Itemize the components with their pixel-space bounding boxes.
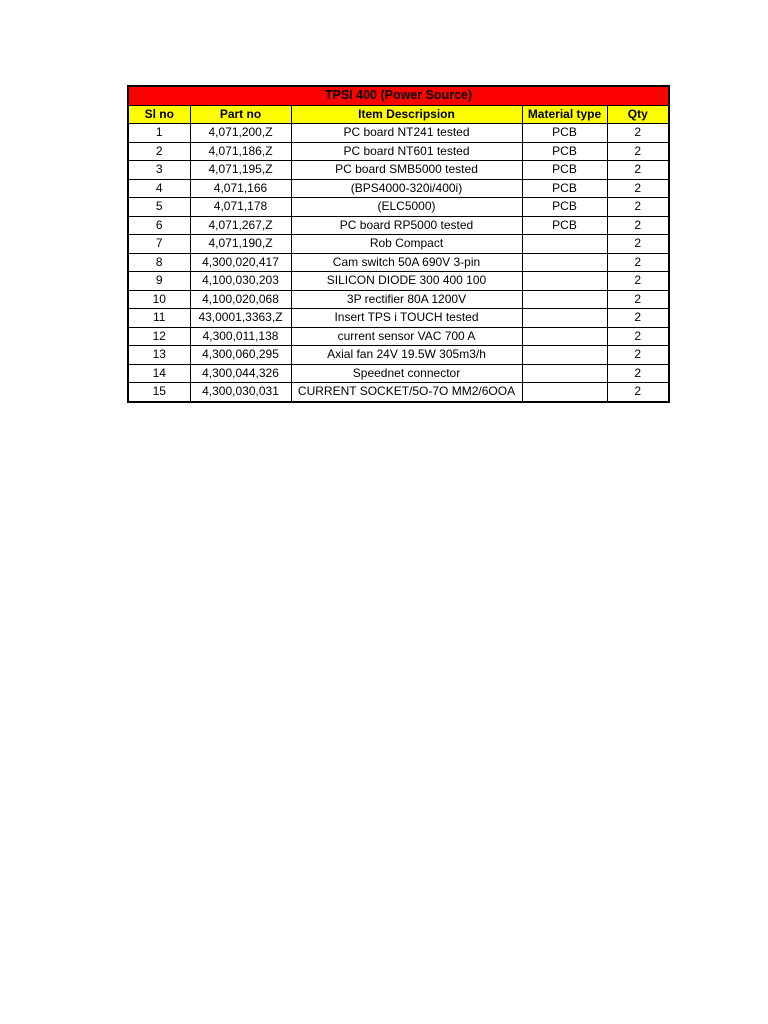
cell-part-no: 4,071,186,Z	[190, 142, 291, 161]
table-title: TPSI 400 (Power Source)	[128, 86, 669, 105]
cell-sl-no: 3	[128, 161, 190, 180]
cell-material-type: PCB	[522, 216, 607, 235]
cell-part-no: 4,100,030,203	[190, 272, 291, 291]
cell-sl-no: 8	[128, 253, 190, 272]
header-sl-no: Sl no	[128, 105, 190, 124]
cell-item-description: PC board RP5000 tested	[291, 216, 522, 235]
cell-item-description: Axial fan 24V 19.5W 305m3/h	[291, 346, 522, 365]
table-row	[128, 346, 669, 365]
cell-qty: 2	[607, 272, 669, 291]
cell-qty: 2	[607, 364, 669, 383]
cell-sl-no: 12	[128, 327, 190, 346]
header-qty: Qty	[607, 105, 669, 124]
cell-part-no: 43,0001,3363,Z	[190, 309, 291, 328]
cell-qty: 2	[607, 161, 669, 180]
cell-part-no: 4,071,166	[190, 179, 291, 198]
cell-material-type	[522, 290, 607, 309]
table-header-row	[128, 105, 669, 124]
cell-material-type	[522, 346, 607, 365]
cell-part-no: 4,071,195,Z	[190, 161, 291, 180]
cell-item-description: CURRENT SOCKET/5O-7O MM2/6OOA	[291, 383, 522, 402]
cell-material-type: PCB	[522, 179, 607, 198]
cell-qty: 2	[607, 124, 669, 143]
cell-item-description: Insert TPS i TOUCH tested	[291, 309, 522, 328]
cell-item-description: 3P rectifier 80A 1200V	[291, 290, 522, 309]
cell-item-description: Cam switch 50A 690V 3-pin	[291, 253, 522, 272]
cell-material-type	[522, 327, 607, 346]
cell-sl-no: 1	[128, 124, 190, 143]
cell-qty: 2	[607, 142, 669, 161]
table-row	[128, 216, 669, 235]
cell-material-type: PCB	[522, 161, 607, 180]
cell-material-type	[522, 272, 607, 291]
table-row	[128, 364, 669, 383]
table-row	[128, 235, 669, 254]
cell-item-description: SILICON DIODE 300 400 100	[291, 272, 522, 291]
cell-part-no: 4,300,060,295	[190, 346, 291, 365]
cell-item-description: Rob Compact	[291, 235, 522, 254]
cell-material-type: PCB	[522, 198, 607, 217]
cell-part-no: 4,071,178	[190, 198, 291, 217]
parts-sheet	[127, 85, 668, 403]
cell-part-no: 4,071,267,Z	[190, 216, 291, 235]
cell-material-type	[522, 253, 607, 272]
cell-qty: 2	[607, 235, 669, 254]
table-row	[128, 198, 669, 217]
cell-material-type	[522, 235, 607, 254]
cell-part-no: 4,300,030,031	[190, 383, 291, 402]
cell-item-description: Speednet connector	[291, 364, 522, 383]
cell-sl-no: 9	[128, 272, 190, 291]
cell-qty: 2	[607, 327, 669, 346]
cell-item-description: (BPS4000-320i/400i)	[291, 179, 522, 198]
cell-qty: 2	[607, 290, 669, 309]
table-row	[128, 179, 669, 198]
cell-sl-no: 11	[128, 309, 190, 328]
table-row	[128, 253, 669, 272]
cell-material-type	[522, 383, 607, 402]
cell-part-no: 4,071,190,Z	[190, 235, 291, 254]
cell-qty: 2	[607, 383, 669, 402]
cell-item-description: PC board NT601 tested	[291, 142, 522, 161]
cell-item-description: (ELC5000)	[291, 198, 522, 217]
table-row	[128, 124, 669, 143]
header-item-description: Item Descripsion	[291, 105, 522, 124]
cell-qty: 2	[607, 346, 669, 365]
cell-sl-no: 13	[128, 346, 190, 365]
cell-sl-no: 2	[128, 142, 190, 161]
cell-material-type: PCB	[522, 124, 607, 143]
cell-part-no: 4,300,011,138	[190, 327, 291, 346]
table-row	[128, 161, 669, 180]
table-row	[128, 327, 669, 346]
cell-sl-no: 14	[128, 364, 190, 383]
cell-sl-no: 7	[128, 235, 190, 254]
cell-part-no: 4,100,020,068	[190, 290, 291, 309]
table-body	[128, 124, 669, 402]
cell-item-description: PC board NT241 tested	[291, 124, 522, 143]
cell-part-no: 4,300,020,417	[190, 253, 291, 272]
cell-part-no: 4,300,044,326	[190, 364, 291, 383]
cell-qty: 2	[607, 309, 669, 328]
cell-qty: 2	[607, 216, 669, 235]
parts-table	[127, 85, 670, 403]
cell-sl-no: 15	[128, 383, 190, 402]
header-material-type: Material type	[522, 105, 607, 124]
cell-part-no: 4,071,200,Z	[190, 124, 291, 143]
cell-material-type	[522, 309, 607, 328]
cell-qty: 2	[607, 179, 669, 198]
cell-item-description: PC board SMB5000 tested	[291, 161, 522, 180]
cell-sl-no: 5	[128, 198, 190, 217]
table-row	[128, 290, 669, 309]
cell-material-type: PCB	[522, 142, 607, 161]
cell-sl-no: 10	[128, 290, 190, 309]
cell-qty: 2	[607, 253, 669, 272]
table-row	[128, 142, 669, 161]
table-row	[128, 309, 669, 328]
header-part-no: Part no	[190, 105, 291, 124]
cell-item-description: current sensor VAC 700 A	[291, 327, 522, 346]
cell-qty: 2	[607, 198, 669, 217]
table-row	[128, 272, 669, 291]
cell-sl-no: 6	[128, 216, 190, 235]
cell-sl-no: 4	[128, 179, 190, 198]
cell-material-type	[522, 364, 607, 383]
table-title-row	[128, 86, 669, 105]
table-row	[128, 383, 669, 402]
